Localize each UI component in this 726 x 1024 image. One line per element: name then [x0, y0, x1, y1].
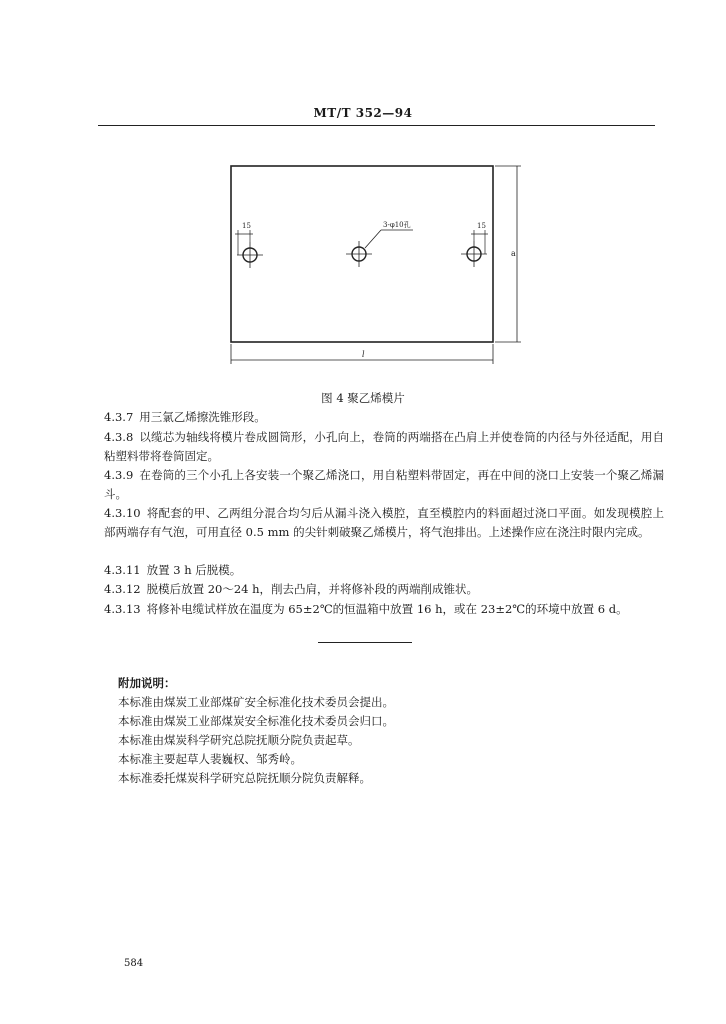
clause-number: 4.3.7	[104, 410, 134, 424]
height-dimension	[495, 166, 521, 342]
clause-number: 4.3.13	[104, 602, 141, 616]
figure-caption: 图 4 聚乙烯模片	[321, 391, 405, 405]
paragraph-4-3-9	[104, 466, 664, 504]
standard-code: MT/T 352—94	[313, 106, 413, 120]
notes-line: 本标准由煤炭工业部煤矿安全标准化技术委员会提出。	[118, 695, 394, 709]
page-number: 584	[124, 958, 144, 969]
clause-number: 4.3.11	[104, 563, 141, 577]
end-rule	[318, 642, 412, 643]
dim-left-label: 15	[242, 222, 251, 230]
dim-width-label: l	[362, 350, 365, 359]
clause-number: 4.3.10	[104, 506, 141, 520]
clause-number: 4.3.8	[104, 430, 134, 444]
clause-text: 用三氯乙烯擦洗锥形段。	[139, 410, 266, 424]
clause-text: 放置 3 h 后脱模。	[146, 563, 242, 577]
clause-text: 将配套的甲、乙两组分混合均匀后从漏斗浇入模腔，直至模腔内的料面超过浇口平面。如发现模腔上部两端存有气泡，可用直径 0.5 mm 的尖针刺破聚乙烯模片，将气泡排出。上述操作应在浇注时限内完成。	[104, 506, 664, 539]
notes-line: 本标准主要起草人裴巍权、邹秀岭。	[118, 752, 302, 766]
clause-text: 脱模后放置 20～24 h，削去凸肩，并将修补段的两端削成锥状。	[146, 582, 479, 596]
clause-text: 在卷筒的三个小孔上各安装一个聚乙烯浇口，用自粘塑料带固定，再在中间的浇口上安装一个聚乙烯漏斗。	[104, 468, 664, 501]
figure-4-diagram	[215, 150, 525, 375]
notes-line: 本标准委托煤炭科学研究总院抚顺分院负责解释。	[118, 771, 371, 785]
hole-label: 3-φ10孔	[383, 221, 411, 229]
clause-number: 4.3.9	[104, 468, 134, 482]
paragraph-4-3-11	[104, 561, 664, 580]
notes-line: 本标准由煤炭科学研究总院抚顺分院负责起草。	[118, 733, 360, 747]
clause-text: 将修补电缆试样放在温度为 65±2℃的恒温箱中放置 16 h，或在 23±2℃的环境中放置 6 d。	[146, 602, 628, 616]
notes-title: 附加说明：	[118, 676, 176, 690]
paragraph-4-3-7	[104, 408, 664, 427]
additional-notes	[118, 674, 394, 788]
dim-right-label: 15	[477, 222, 486, 230]
hole-center	[346, 230, 413, 267]
dim-height-label: a	[511, 249, 516, 258]
hole-right	[461, 230, 488, 267]
paragraph-4-3-13	[104, 600, 664, 619]
clause-text: 以缆芯为轴线将模片卷成圆筒形，小孔向上，卷筒的两端搭在凸肩上并使卷筒的内径与外径适配，用自粘塑料带将卷筒固定。	[104, 430, 664, 463]
paragraph-4-3-8	[104, 428, 664, 466]
clause-number: 4.3.12	[104, 582, 141, 596]
paragraph-4-3-10	[104, 504, 664, 542]
paragraph-4-3-12	[104, 580, 664, 599]
header-rule	[98, 125, 655, 126]
notes-line: 本标准由煤炭工业部煤炭安全标准化技术委员会归口。	[118, 714, 394, 728]
hole-left	[235, 230, 263, 268]
